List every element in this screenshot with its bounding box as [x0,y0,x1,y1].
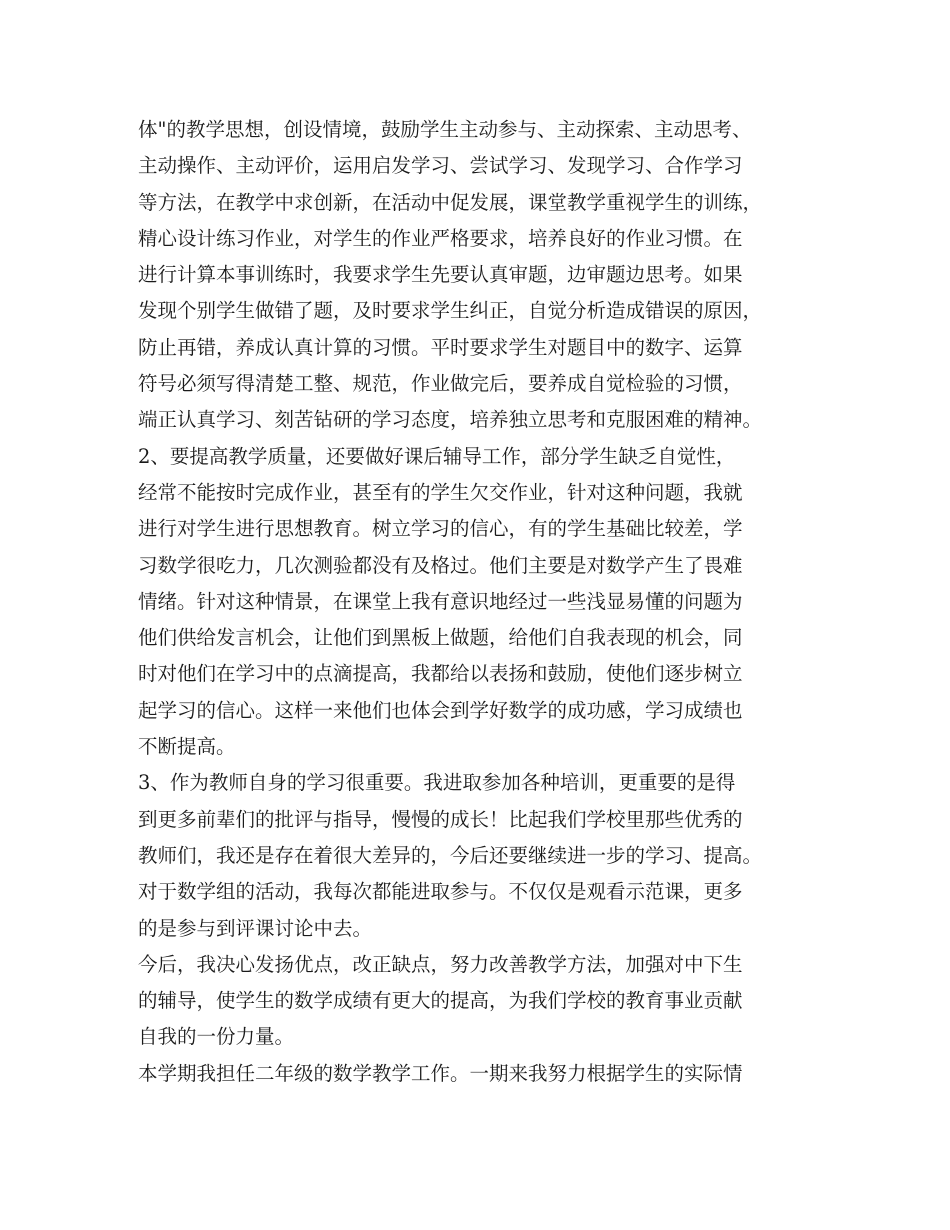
text-line: 的辅导，使学生的数学成绩有更大的提高，为我们学校的教育事业贡献 [138,989,743,1013]
text-line: 3、作为教师自身的学习很重要。我进取参加各种培训，更重要的是得 [138,771,736,795]
text-line: 端正认真学习、刻苦钻研的学习态度，培养独立思考和克服困难的精神。 [138,408,763,432]
text-line: 体"的教学思想，创设情境，鼓励学生主动参与、主动探索、主动思考、 [138,118,752,141]
text-line: 进行对学生进行思想教育。树立学习的信心，有的学生基础比较差，学 [138,517,743,541]
text-line: 情绪。针对这种情景，在课堂上我有意识地经过一些浅显易懂的问题为 [138,589,743,613]
text-line: 本学期我担任二年级的数学教学工作。一期来我努力根据学生的实际情 [138,1061,743,1085]
text-line: 主动操作、主动评价，运用启发学习、尝试学习、发现学习、合作学习 [138,154,743,178]
text-line: 自我的一份力量。 [138,1025,295,1049]
text-line: 起学习的信心。这样一来他们也体会到学好数学的成功感，学习成绩也 [138,698,743,722]
text-line: 时对他们在学习中的点滴提高，我都给以表扬和鼓励，使他们逐步树立 [138,662,743,686]
text-line: 教师们，我还是存在着很大差异的，今后还要继续进一步的学习、提高。 [138,843,763,867]
text-line: 进行计算本事训练时，我要求学生先要认真审题，边审题边思考。如果 [138,263,743,287]
text-line: 2、要提高教学质量，还要做好课后辅导工作，部分学生缺乏自觉性， [138,444,736,468]
text-line: 发现个别学生做错了题，及时要求学生纠正，自觉分析造成错误的原因， [138,299,763,323]
text-line: 他们供给发言机会，让他们到黑板上做题，给他们自我表现的机会，同 [138,626,743,650]
text-line: 等方法，在教学中求创新，在活动中促发展，课堂教学重视学生的训练， [138,190,763,214]
body-text [138,112,838,1092]
text-line: 不断提高。 [138,735,236,759]
text-line: 到更多前辈们的批评与指导，慢慢的成长！比起我们学校里那些优秀的 [138,807,743,831]
text-line: 的是参与到评课讨论中去。 [138,916,373,940]
text-line: 精心设计练习作业，对学生的作业严格要求，培养良好的作业习惯。在 [138,226,743,250]
text-line: 符号必须写得清楚工整、规范，作业做完后，要养成自觉检验的习惯， [138,372,743,396]
text-line: 习数学很吃力，几次测验都没有及格过。他们主要是对数学产生了畏难 [138,553,743,577]
text-line: 经常不能按时完成作业，甚至有的学生欠交作业，针对这种问题，我就 [138,480,743,504]
text-line: 对于数学组的活动，我每次都能进取参与。不仅仅是观看示范课，更多 [138,880,743,904]
text-line: 防止再错，养成认真计算的习惯。平时要求学生对题目中的数字、运算 [138,335,743,359]
text-line: 今后，我决心发扬优点，改正缺点，努力改善教学方法，加强对中下生 [138,952,743,976]
